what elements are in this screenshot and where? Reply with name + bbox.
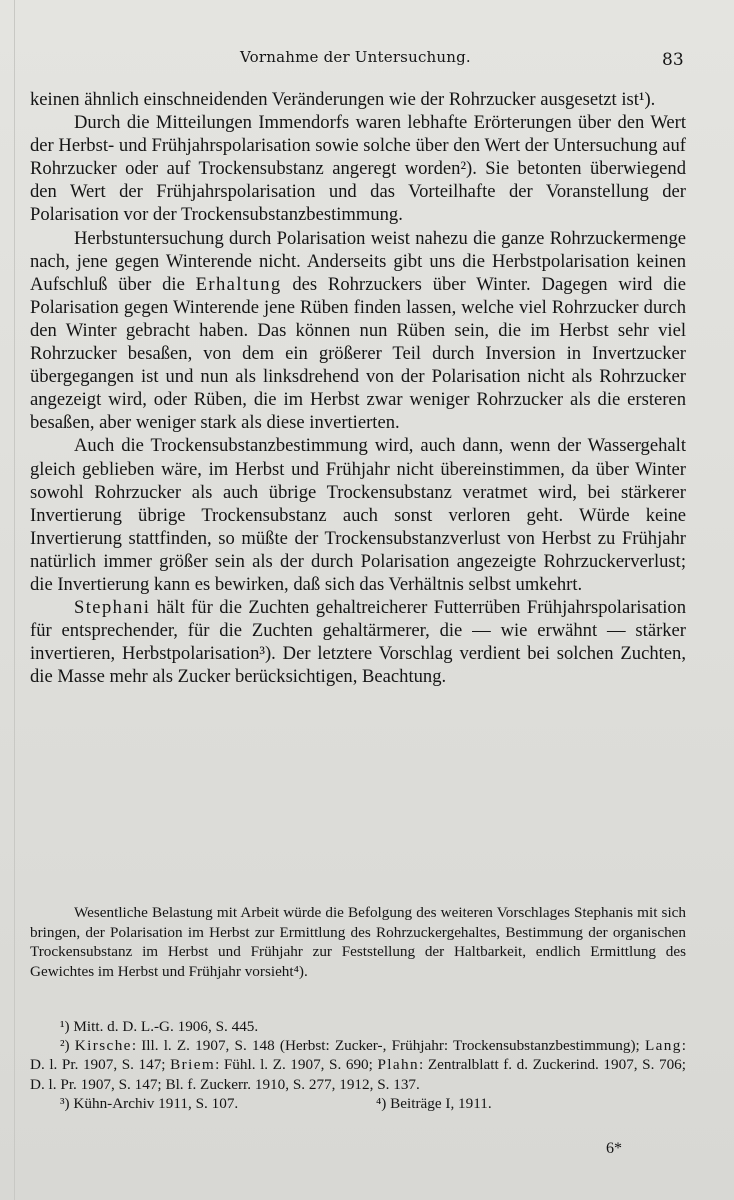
footnote-2-text-b: : D. l. Pr. 1907, S. 147; bbox=[30, 1037, 686, 1074]
paragraph-3 bbox=[30, 227, 686, 435]
footnote-2 bbox=[30, 1036, 686, 1094]
footnote-2-text-d: : Zentralblatt f. d. Zuckerind. 1907, S. 706; D. l. Pr. 1907, S. 147; Bl. f. Zuckerr. 1910, S. 277, 1912, S. 137. bbox=[30, 1056, 686, 1093]
footnote-1: ¹) Mitt. d. D. L.-G. 1906, S. 445. bbox=[60, 1018, 259, 1035]
footnote-2-text-c: : Fühl. l. Z. 1907, S. 690; bbox=[215, 1056, 378, 1074]
paragraph-5-part-b: hält für die Zuchten gehaltreicherer Futterrüben Frühjahrspolarisation für entsprechender, für die Zuchten gehaltärmerer, die — wie erwähnt — stärker invertieren, Herbstpolarisation³). Der letztere Vorschlag verdient bei solchen Zuchten, die Masse mehr als Zucker berücksichtigen, Beachtung. bbox=[30, 597, 686, 688]
footnote-2-marker: ²) bbox=[60, 1037, 75, 1055]
paragraph-1: keinen ähnlich einschneidenden Veränderungen wie der Rohrzucker ausgesetzt ist¹). bbox=[30, 89, 656, 110]
footnotes-3-4-row bbox=[30, 1094, 686, 1113]
paragraph-3-part-a: Herbstuntersuchung durch Polarisation weist nahezu die ganze Rohrzuckermenge nach, jene gegen Winterende nicht. Anderseits gibt uns die Herbstpolarisation keinen Aufschluß über die bbox=[30, 227, 686, 295]
author-lang: Lang bbox=[644, 1037, 682, 1055]
author-stephani: Stephani bbox=[74, 597, 151, 619]
footnote-4: ⁴) Beiträge I, 1911. bbox=[376, 1094, 492, 1112]
page-number: 83 bbox=[662, 50, 684, 70]
emphasis-erhaltung: Erhaltung bbox=[195, 273, 282, 295]
small-paragraph-text: Wesentliche Belastung mit Arbeit würde die Befolgung des weiteren Vorschlages Stephanis mit sich bringen, der Polarisation im Herbst zur Ermittlung des Rohrzuckergehaltes, Bestimmung der organischen Trockensubstanz im Herbst und Frühjahr zur Feststellung der Haltbarkeit, endlich Ermittlung des Gewichtes im Herbst und Frühjahr vorsieht⁴). bbox=[30, 904, 686, 980]
footnote-3: ³) Kühn-Archiv 1911, S. 107. bbox=[60, 1094, 239, 1112]
paragraph-4: Auch die Trockensubstanzbestimmung wird, auch dann, wenn der Wassergehalt gleich geblieben wäre, im Herbst und Frühjahr nicht übereinstimmen, da über Winter sowohl Rohrzucker als auch übrige Trockensubstanz veratmet wird, bei stärkerer Invertierung übrige Trockensubstanz auch sonst verloren geht. Würde keine Invertierung stattfinden, so müßte der Trockensubstanzverlust von Herbst zu Frühjahr natürlich immer größer sein als der durch Polarisation angezeigte Rohrzuckerverlust; die Invertierung kann es bewirken, daß sich das Verhältnis selbst umkehrt. bbox=[30, 435, 686, 595]
paragraph-3-part-c: des Rohrzuckers über Winter. Dagegen wird die Polarisation gegen Winterende jene Rüben finden lassen, welche viel Rohrzucker durch den Winter gebracht haben. Das können nun Rüben sein, die im Herbst sehr viel Rohrzucker besaßen, von dem ein größerer Teil durch Inversion in Invertzucker übergegangen ist und nun als linksdrehend von der Polarisation nicht als Rohrzucker angezeigt wird, oder Rüben, die im Herbst zwar weniger Rohrzucker als die ersteren besaßen, aber weniger stark als diese invertierten. bbox=[30, 273, 686, 434]
footnote-2-text-a: : Ill. l. Z. 1907, S. 148 (Herbst: Zucker-, Frühjahr: Trockensubstanzbestimmung); bbox=[131, 1037, 645, 1055]
author-plahn: Plahn bbox=[377, 1056, 420, 1074]
paragraph-5 bbox=[30, 596, 686, 688]
page-header bbox=[0, 46, 734, 76]
author-briem: Briem bbox=[170, 1056, 216, 1074]
main-text bbox=[30, 88, 686, 688]
paragraph-2: Durch die Mitteilungen Immendorfs waren lebhafte Erörterungen über den Wert der Herbst- und Frühjahrspolarisation sowie solche über den Wert der Untersuchung auf Rohrzucker oder auf Trockensubstanz angeregt worden²). Sie betonten überwiegend den Wert der Frühjahrspolarisation und das Vorteilhafte der Voranstellung der Polarisation vor der Trockensubstanzbestimmung. bbox=[30, 112, 686, 226]
author-kirsche: Kirsche bbox=[74, 1037, 132, 1055]
small-print-paragraph bbox=[30, 903, 686, 981]
signature-mark: 6* bbox=[606, 1140, 622, 1157]
page-edge-shadow bbox=[14, 0, 15, 1200]
running-head: Vornahme der Untersuchung. bbox=[240, 48, 471, 66]
footnotes bbox=[30, 1017, 686, 1113]
